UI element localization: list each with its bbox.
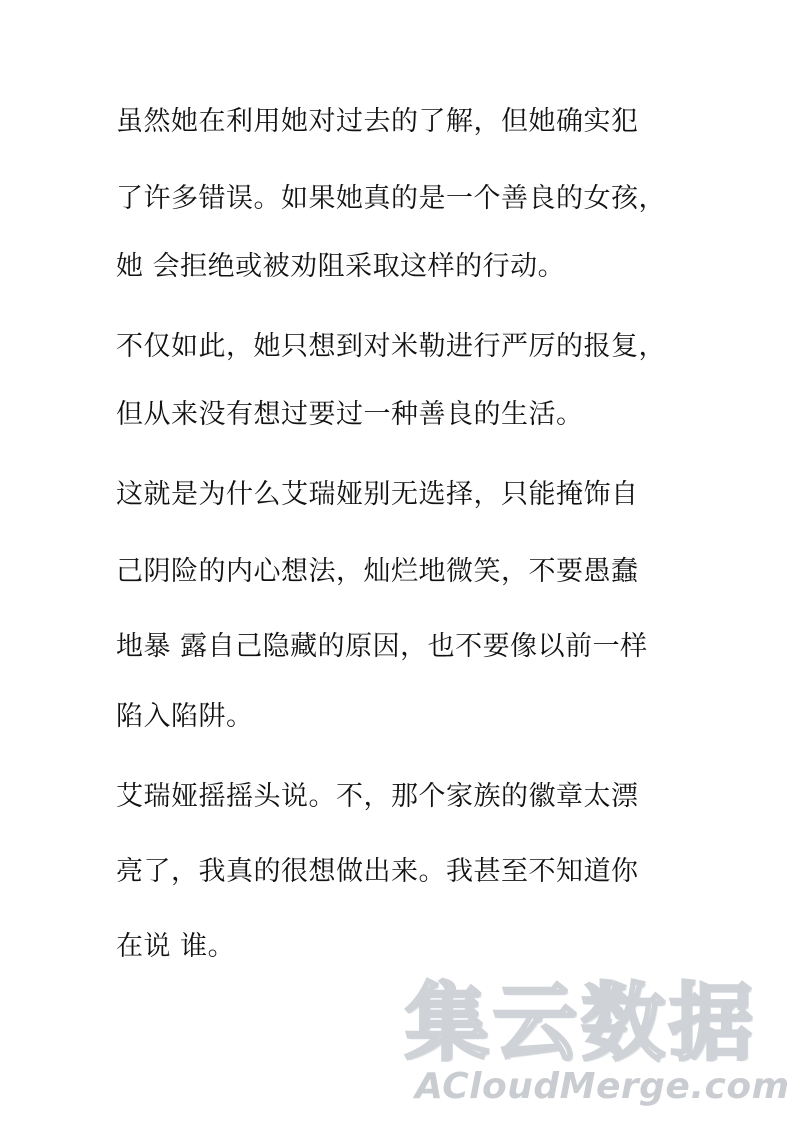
text-line-7: 己阴险的内心想法，灿烂地微笑，不要愚蠢 — [116, 556, 639, 587]
text-line-1: 虽然她在利用她对过去的了解，但她确实犯 — [116, 106, 639, 137]
watermark-logo — [405, 974, 790, 1115]
text-line-12: 在说 谁。 — [116, 931, 236, 962]
text-line-9: 陷入陷阱。 — [116, 701, 254, 732]
text-line-2: 了许多错误。如果她真的是一个善良的女孩， — [116, 183, 666, 214]
watermark-chinese-text: 集云数据 — [405, 974, 758, 1072]
text-line-8: 地暴 露自己隐藏的原因，也不要像以前一样 — [116, 631, 648, 662]
text-line-4: 不仅如此，她只想到对米勒进行严厉的报复， — [116, 331, 666, 362]
text-line-10: 艾瑞娅摇摇头说。不，那个家族的徽章太漂 — [116, 781, 639, 812]
text-line-6: 这就是为什么艾瑞娅别无选择，只能掩饰自 — [116, 479, 639, 510]
text-line-11: 亮了，我真的很想做出来。我甚至不知道你 — [116, 856, 639, 887]
text-line-3: 她 会拒绝或被劝阻采取这样的行动。 — [116, 251, 566, 282]
text-line-5: 但从来没有想过要过一种善良的生活。 — [116, 399, 584, 430]
watermark-english-text: ACloudMerge.com — [415, 1066, 790, 1107]
